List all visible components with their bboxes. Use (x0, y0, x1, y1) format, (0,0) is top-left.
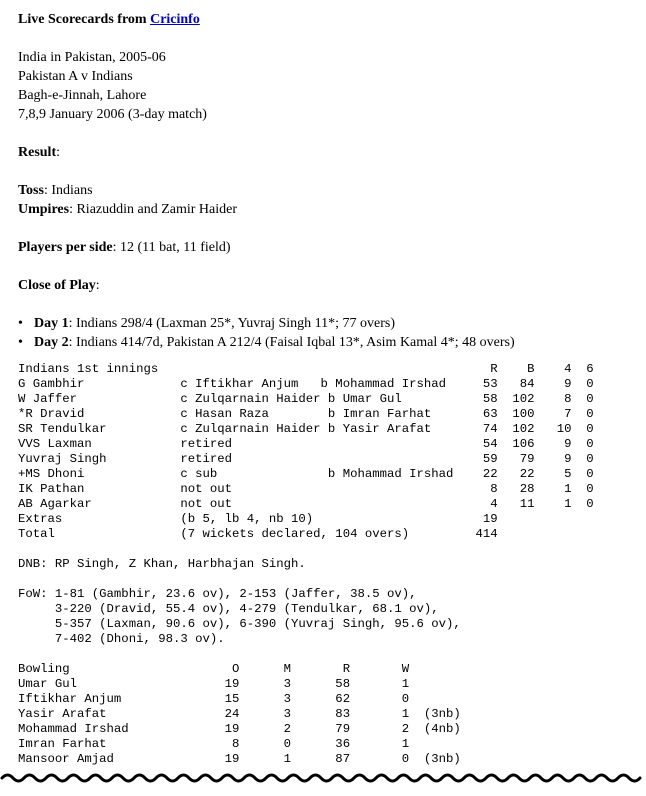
match-venue: Bagh-e-Jinnah, Lahore (18, 88, 147, 103)
match-info (18, 48, 638, 124)
players-value: 12 (11 bat, 11 field) (116, 240, 231, 255)
batting-row: *R Dravid c Hasan Raza b Imran Farhat 63 100 7 0 (18, 407, 594, 421)
day-text: : Indians 298/4 (Laxman 25*, Yuvraj Singh 11*; 77 overs) (68, 316, 395, 331)
toss-label: Toss (18, 183, 44, 198)
close-of-play-list (18, 314, 638, 352)
fall-of-wickets: 5-357 (Laxman, 90.6 ov), 6-390 (Yuvraj Singh, 95.6 ov), (18, 617, 461, 631)
innings-scorecard (18, 362, 638, 767)
batting-row: AB Agarkar not out 4 11 1 0 (18, 497, 594, 511)
torn-edge (0, 770, 646, 796)
batting-row: IK Pathan not out 8 28 1 0 (18, 482, 594, 496)
fall-of-wickets: 3-220 (Dravid, 55.4 ov), 4-279 (Tendulkar, 68.1 ov), (18, 602, 439, 616)
fall-of-wickets: FoW: 1-81 (Gambhir, 23.6 ov), 2-153 (Jaffer, 38.5 ov), (18, 587, 417, 601)
list-item (18, 314, 638, 333)
bowling-row: Imran Farhat 8 0 36 1 (18, 737, 410, 751)
players-line: Players per side: 12 (11 bat, 11 field) (18, 240, 231, 255)
header-prefix: Live Scorecards from (18, 12, 147, 27)
batting-row: W Jaffer c Zulqarnain Haider b Umar Gul 58 102 8 0 (18, 392, 594, 406)
scorecard-page (18, 10, 638, 767)
close-of-play-label: Close of Play (18, 278, 96, 293)
list-item (18, 333, 638, 352)
day-label: Day 2 (34, 335, 69, 350)
bowling-row: Mansoor Amjad 19 1 87 0 (3nb) (18, 752, 461, 766)
bowling-header-row: Bowling O M R W (18, 662, 410, 676)
bowling-row: Iftikhar Anjum 15 3 62 0 (18, 692, 410, 706)
batting-row: Yuvraj Singh retired 59 79 9 0 (18, 452, 594, 466)
bullet-icon: • (18, 316, 23, 331)
result-label: Result (18, 145, 57, 160)
players-label: Players per side (18, 240, 113, 255)
fall-of-wickets: 7-402 (Dhoni, 98.3 ov). (18, 632, 225, 646)
bowling-row: Umar Gul 19 3 58 1 (18, 677, 410, 691)
toss-line: Toss: Indians (18, 183, 93, 198)
innings-header-row: Indians 1st innings R B 4 6 (18, 362, 594, 376)
day-text: : Indians 414/7d, Pakistan A 212/4 (Faisal Iqbal 13*, Asim Kamal 4*; 48 overs) (68, 335, 515, 350)
result-line: Result: (18, 145, 61, 160)
umpires-value: Riazuddin and Zamir Haider (72, 202, 238, 217)
did-not-bat: DNB: RP Singh, Z Khan, Harbhajan Singh. (18, 557, 306, 571)
batting-row: G Gambhir c Iftikhar Anjum b Mohammad Irshad 53 84 9 0 (18, 377, 594, 391)
close-of-play-heading: Close of Play: (18, 278, 100, 293)
toss-value: Indians (47, 183, 93, 198)
bullet-icon: • (18, 335, 23, 350)
cricinfo-link[interactable]: Cricinfo (150, 12, 200, 27)
bowling-row: Mohammad Irshad 19 2 79 2 (4nb) (18, 722, 461, 736)
batting-row: SR Tendulkar c Zulqarnain Haider b Yasir Arafat 74 102 10 0 (18, 422, 594, 436)
bowling-row: Yasir Arafat 24 3 83 1 (3nb) (18, 707, 461, 721)
umpires-label: Umpires (18, 202, 70, 217)
day-label: Day 1 (34, 316, 69, 331)
batting-row: +MS Dhoni c sub b Mohammad Irshad 22 22 5 0 (18, 467, 594, 481)
match-dates: 7,8,9 January 2006 (3-day match) (18, 107, 207, 122)
series-name: India in Pakistan, 2005-06 (18, 50, 166, 65)
match-teams: Pakistan A v Indians (18, 69, 133, 84)
umpires-line: Umpires: Riazuddin and Zamir Haider (18, 202, 238, 217)
batting-row: VVS Laxman retired 54 106 9 0 (18, 437, 594, 451)
extras-row: Extras (b 5, lb 4, nb 10) 19 (18, 512, 498, 526)
page-header (18, 10, 638, 29)
total-row: Total (7 wickets declared, 104 overs) 414 (18, 527, 498, 541)
